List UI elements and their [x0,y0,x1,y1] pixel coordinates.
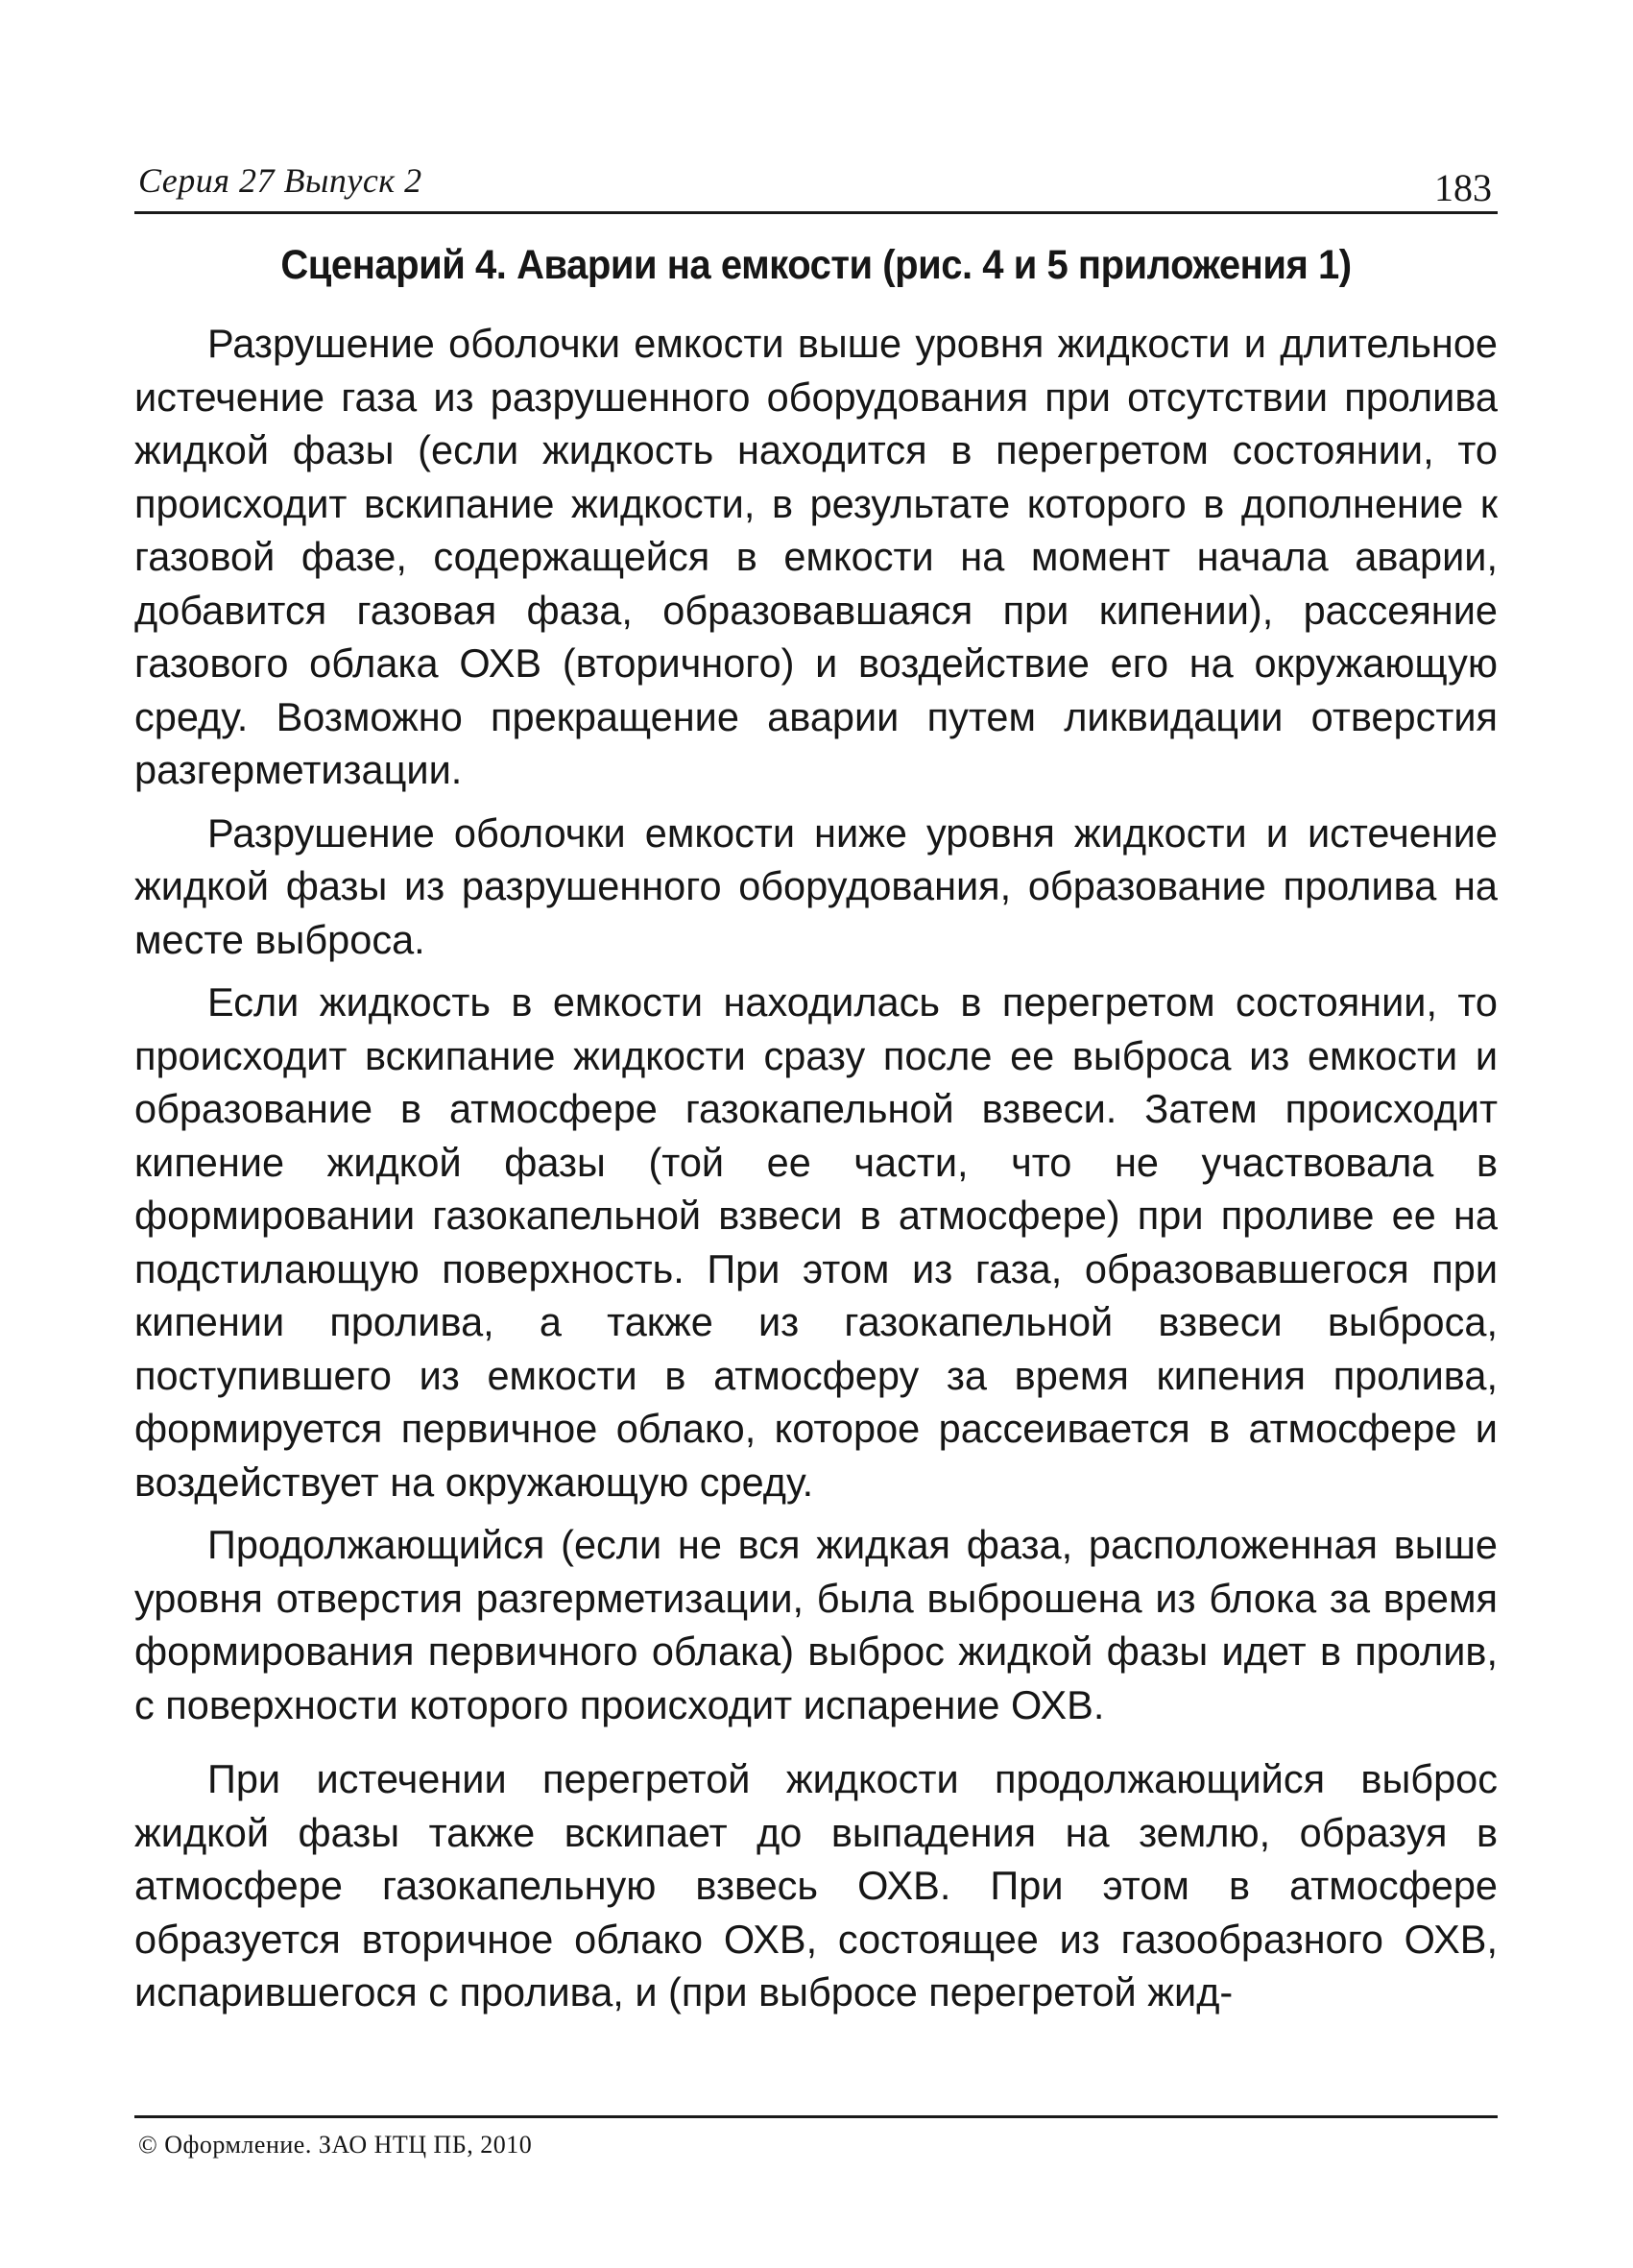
paragraph-1: Разрушение оболочки емкости выше уровня жидкости и длительное истечение газа из разрушенного оборудования при отсутствии пролива жидкой фазы (если жидкость находится в перегретом состоянии, то происходит вскипание жидкости, в результате которого в дополнение к газовой фазе, содержащейся в емкости на момент начала аварии, добавится газовая фаза, образовавшаяся при кипении), рассеяние газового облака ОХВ (вторичного) и воздействие его на окружающую среду. Возможно прекращение аварии путем ликвидации отверстия разгерметизации. [134,321,1498,792]
copyright-footer: © Оформление. ЗАО НТЦ ПБ, 2010 [138,2131,533,2159]
paragraph-5: При истечении перегретой жидкости продолжающийся выброс жидкой фазы также вскипает до выпадения на землю, образуя в атмосфере газокапельную взвесь ОХВ. При этом в атмосфере образуется вторичное облако ОХВ, состоящее из газообразного ОХВ, испарившегося с пролива, и (при выбросе перегретой жид- [134,1756,1498,2015]
paragraph-3: Если жидкость в емкости находилась в перегретом состоянии, то происходит вскипание жидкости сразу после ее выброса из емкости и образование в атмосфере газокапельной взвеси. Затем происходит кипение жидкой фазы (той ее части, что не участвовала в формировании газокапельной взвеси в атмосфере) при проливе ее на подстилающую поверхность. При этом из газа, образовавшегося при кипении пролива, а также из газокапельной взвеси выброса, поступившего из емкости в атмосферу за время кипения пролива, формируется первичное облако, которое рассеивается в атмосфере и воздействует на окружающую среду. [134,979,1498,1505]
series-label: Серия 27 Выпуск 2 [138,161,422,200]
running-header [134,154,1498,214]
footer-divider [134,2115,1498,2118]
document-page [134,0,1498,2268]
paragraph-2: Разрушение оболочки емкости ниже уровня жидкости и истечение жидкой фазы из разрушенного оборудования, образование пролива на месте выброса. [134,809,1498,962]
section-title: Сценарий 4. Аварии на емкости (рис. 4 и 5 приложения 1) [280,242,1352,288]
body-text [134,317,1498,2029]
page-number: 183 [1434,166,1492,209]
paragraph-4: Продолжающийся (если не вся жидкая фаза, расположенная выше уровня отверстия разгерметизации, была выброшена из блока за время формирования первичного облака) выброс жидкой фазы идет в пролив, с поверхности которого происходит испарение ОХВ. [134,1522,1498,1727]
